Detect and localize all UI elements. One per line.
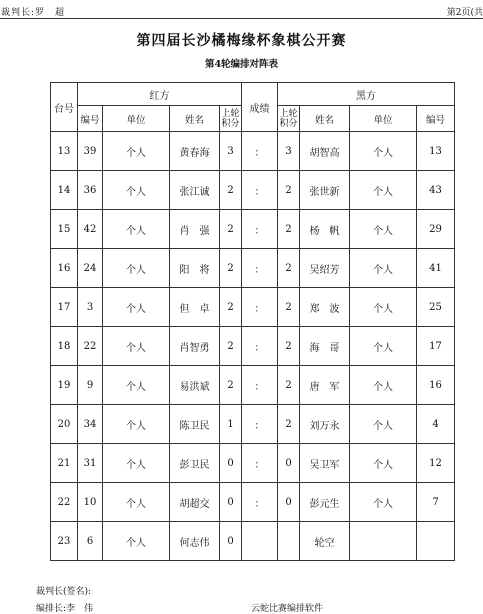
header-referee: 裁判长:罗 超 [1, 8, 66, 18]
red-prev-score: 2 [220, 366, 242, 405]
board-number: 21 [51, 444, 78, 483]
red-id: 9 [78, 366, 103, 405]
prev-label-b: 积分 [279, 118, 298, 129]
red-id: 24 [78, 249, 103, 288]
red-prev-score: 2 [220, 249, 242, 288]
black-unit: 个人 [350, 249, 417, 288]
red-prev-score: 0 [220, 444, 242, 483]
red-unit: 个人 [103, 522, 170, 561]
col-black-unit: 单位 [350, 106, 417, 132]
red-name: 易洪斌 [170, 366, 220, 405]
col-red-id: 编号 [78, 106, 103, 132]
table-row [51, 132, 455, 171]
red-prev-score: 0 [220, 522, 242, 561]
black-id: 41 [417, 249, 455, 288]
black-id: 17 [417, 327, 455, 366]
table-row [51, 366, 455, 405]
table-row [51, 249, 455, 288]
black-prev-score: 2 [278, 327, 300, 366]
red-name: 胡超交 [170, 483, 220, 522]
table-row [51, 444, 455, 483]
red-name: 但 卓 [170, 288, 220, 327]
red-id: 36 [78, 171, 103, 210]
table-row [51, 522, 455, 561]
board-number: 20 [51, 405, 78, 444]
red-unit: 个人 [103, 483, 170, 522]
black-name: 吴绍芳 [300, 249, 350, 288]
result-cell: ： [242, 249, 278, 288]
red-id: 22 [78, 327, 103, 366]
red-prev-score: 1 [220, 405, 242, 444]
red-id: 39 [78, 132, 103, 171]
arranger-line: 编排长:李 伟 [36, 604, 94, 614]
col-red-prev-score [220, 106, 242, 132]
board-number: 14 [51, 171, 78, 210]
col-black-name: 姓名 [300, 106, 350, 132]
board-number: 22 [51, 483, 78, 522]
black-id: 25 [417, 288, 455, 327]
table-row [51, 405, 455, 444]
red-unit: 个人 [103, 327, 170, 366]
result-cell: ： [242, 444, 278, 483]
red-name: 黄春海 [170, 132, 220, 171]
black-prev-score: 2 [278, 288, 300, 327]
document-title: 第四届长沙橘梅缘杯象棋公开赛 [136, 33, 347, 49]
board-number: 23 [51, 522, 78, 561]
black-unit: 个人 [350, 483, 417, 522]
black-id: 13 [417, 132, 455, 171]
black-name: 轮空 [300, 522, 350, 561]
red-name: 阳 将 [170, 249, 220, 288]
red-id: 3 [78, 288, 103, 327]
red-unit: 个人 [103, 249, 170, 288]
red-prev-score: 2 [220, 171, 242, 210]
red-name: 陈卫民 [170, 405, 220, 444]
prev-label-a: 上轮 [279, 108, 298, 119]
red-name: 张江诚 [170, 171, 220, 210]
black-id: 4 [417, 405, 455, 444]
black-prev-score: 2 [278, 210, 300, 249]
black-unit: 个人 [350, 171, 417, 210]
black-prev-score [278, 522, 300, 561]
black-prev-score: 3 [278, 132, 300, 171]
black-unit: 个人 [350, 288, 417, 327]
red-id: 42 [78, 210, 103, 249]
black-prev-score: 2 [278, 366, 300, 405]
header-page-number: 第2页(共 [446, 8, 483, 18]
red-name: 肖智勇 [170, 327, 220, 366]
black-name: 吴卫军 [300, 444, 350, 483]
pairing-rows [51, 132, 455, 561]
software-credit: 云蛇比赛编排软件 [251, 604, 324, 614]
result-cell: ： [242, 288, 278, 327]
col-black-header: 黑方 [278, 83, 455, 106]
pairing-table [50, 82, 455, 561]
col-black-prev-score [278, 106, 300, 132]
black-id [417, 522, 455, 561]
black-unit: 个人 [350, 132, 417, 171]
red-unit: 个人 [103, 171, 170, 210]
black-prev-score: 0 [278, 444, 300, 483]
table-row [51, 288, 455, 327]
red-name: 何志伟 [170, 522, 220, 561]
black-name: 胡智高 [300, 132, 350, 171]
red-prev-score: 3 [220, 132, 242, 171]
black-prev-score: 2 [278, 249, 300, 288]
red-id: 10 [78, 483, 103, 522]
table-row [51, 327, 455, 366]
result-cell: ： [242, 132, 278, 171]
black-id: 16 [417, 366, 455, 405]
signature-line: 裁判长(签名): [36, 587, 92, 597]
red-prev-score: 2 [220, 327, 242, 366]
black-name: 郑 波 [300, 288, 350, 327]
black-prev-score: 0 [278, 483, 300, 522]
red-unit: 个人 [103, 405, 170, 444]
board-number: 17 [51, 288, 78, 327]
board-number: 13 [51, 132, 78, 171]
result-cell: ： [242, 405, 278, 444]
col-red-name: 姓名 [170, 106, 220, 132]
table-row [51, 171, 455, 210]
red-name: 彭卫民 [170, 444, 220, 483]
red-id: 34 [78, 405, 103, 444]
black-id: 7 [417, 483, 455, 522]
red-name: 肖 强 [170, 210, 220, 249]
black-unit: 个人 [350, 405, 417, 444]
col-board-header: 台号 [51, 83, 78, 132]
red-id: 31 [78, 444, 103, 483]
board-number: 15 [51, 210, 78, 249]
black-name: 杨 帆 [300, 210, 350, 249]
black-id: 43 [417, 171, 455, 210]
result-cell: ： [242, 483, 278, 522]
red-unit: 个人 [103, 210, 170, 249]
col-black-id: 编号 [417, 106, 455, 132]
result-cell: ： [242, 327, 278, 366]
red-unit: 个人 [103, 444, 170, 483]
black-unit: 个人 [350, 444, 417, 483]
red-prev-score: 2 [220, 210, 242, 249]
black-unit: 个人 [350, 327, 417, 366]
red-unit: 个人 [103, 366, 170, 405]
red-unit: 个人 [103, 132, 170, 171]
board-number: 16 [51, 249, 78, 288]
black-id: 12 [417, 444, 455, 483]
board-number: 18 [51, 327, 78, 366]
black-prev-score: 2 [278, 405, 300, 444]
black-id: 29 [417, 210, 455, 249]
prev-label-b: 积分 [221, 118, 240, 129]
result-cell [242, 522, 278, 561]
black-unit [350, 522, 417, 561]
red-prev-score: 0 [220, 483, 242, 522]
black-name: 刘万永 [300, 405, 350, 444]
black-prev-score: 2 [278, 171, 300, 210]
result-cell: ： [242, 171, 278, 210]
result-cell: ： [242, 366, 278, 405]
black-name: 张世新 [300, 171, 350, 210]
red-prev-score: 2 [220, 288, 242, 327]
table-row [51, 483, 455, 522]
black-name: 海 哥 [300, 327, 350, 366]
black-unit: 个人 [350, 210, 417, 249]
result-cell: ： [242, 210, 278, 249]
col-red-unit: 单位 [103, 106, 170, 132]
col-red-header: 红方 [78, 83, 242, 106]
red-unit: 个人 [103, 288, 170, 327]
black-unit: 个人 [350, 366, 417, 405]
col-result-header: 成绩 [242, 83, 278, 132]
black-name: 唐 军 [300, 366, 350, 405]
black-name: 彭元生 [300, 483, 350, 522]
document-subtitle: 第4轮编排对阵表 [204, 59, 279, 70]
table-row [51, 210, 455, 249]
red-id: 6 [78, 522, 103, 561]
prev-label-a: 上轮 [221, 108, 240, 119]
board-number: 19 [51, 366, 78, 405]
header-divider [0, 18, 483, 19]
